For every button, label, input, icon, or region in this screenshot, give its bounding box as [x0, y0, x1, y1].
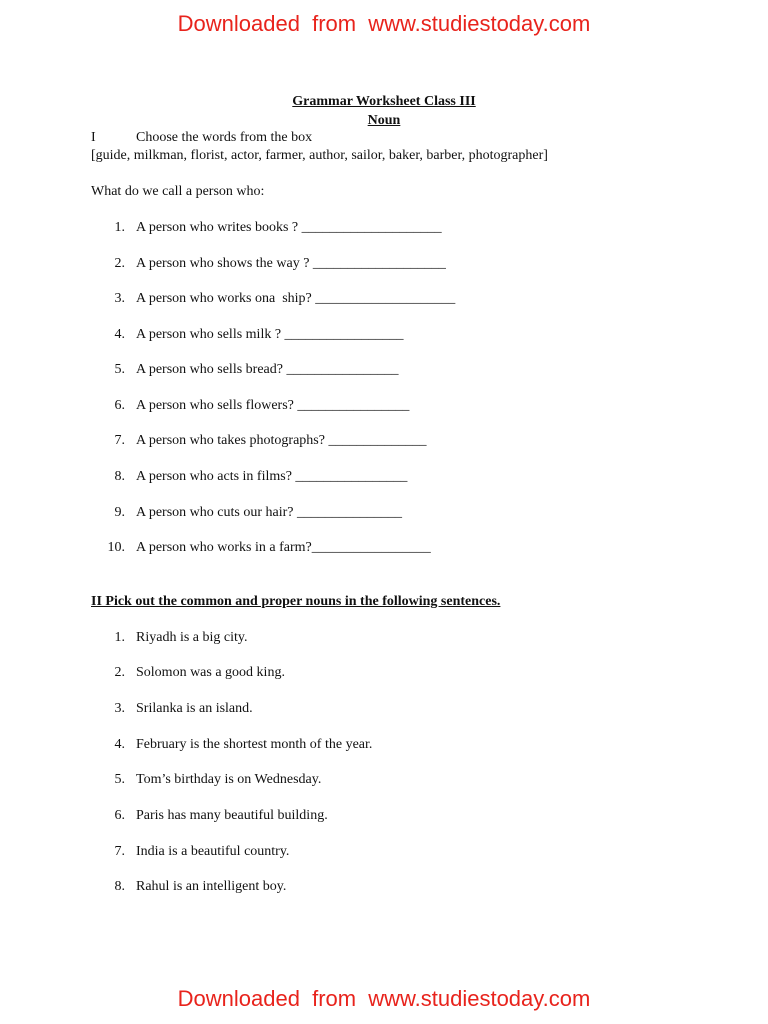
section-2-heading: II Pick out the common and proper nouns in the following sentences. — [91, 594, 501, 609]
sentence-number: 5. — [114, 772, 125, 787]
question-text: A person who shows the way ? ___________________ — [136, 256, 446, 271]
sentence-number: 3. — [114, 701, 125, 716]
question-text: A person who sells bread? ________________ — [136, 362, 399, 377]
question-number: 9. — [114, 505, 125, 520]
question-number: 1. — [114, 220, 125, 235]
sentence-text: Tom’s birthday is on Wednesday. — [136, 772, 322, 787]
worksheet-title: Grammar Worksheet Class III — [292, 94, 476, 109]
sentence-number: 1. — [114, 630, 125, 645]
sentence-text: Riyadh is a big city. — [136, 630, 248, 645]
question-number: 5. — [114, 362, 125, 377]
word-box: [guide, milkman, florist, actor, farmer, author, sailor, baker, barber, photographer] — [91, 148, 548, 163]
question-text: A person who sells milk ? _________________ — [136, 327, 404, 342]
question-text: A person who works in a farm?_________________ — [136, 540, 431, 555]
question-text: A person who acts in films? ________________ — [136, 469, 408, 484]
question-text: A person who sells flowers? ________________ — [136, 398, 410, 413]
question-number: 7. — [114, 433, 125, 448]
question-number: 2. — [114, 256, 125, 271]
question-number: 10. — [107, 540, 125, 555]
sentence-text: Solomon was a good king. — [136, 665, 285, 680]
question-text: A person who cuts our hair? _______________ — [136, 505, 402, 520]
question-number: 3. — [114, 291, 125, 306]
sentence-number: 4. — [114, 737, 125, 752]
question-text: A person who takes photographs? ______________ — [136, 433, 427, 448]
sentence-number: 2. — [114, 665, 125, 680]
sentence-number: 7. — [114, 844, 125, 859]
section-1-number: I — [91, 130, 96, 145]
sentence-text: Paris has many beautiful building. — [136, 808, 328, 823]
sentence-number: 8. — [114, 879, 125, 894]
question-text: A person who works ona ship? ____________________ — [136, 291, 456, 306]
sentence-text: Srilanka is an island. — [136, 701, 253, 716]
sentence-text: Rahul is an intelligent boy. — [136, 879, 287, 894]
question-text: A person who writes books ? ____________________ — [136, 220, 442, 235]
download-banner-bottom: Downloaded from www.studiestoday.com — [177, 986, 591, 1011]
download-banner-top: Downloaded from www.studiestoday.com — [177, 11, 591, 36]
question-prompt: What do we call a person who: — [91, 184, 265, 199]
question-number: 4. — [114, 327, 125, 342]
section-1-instruction: Choose the words from the box — [136, 130, 313, 145]
question-number: 8. — [114, 469, 125, 484]
question-number: 6. — [114, 398, 125, 413]
sentence-text: February is the shortest month of the year. — [136, 737, 373, 752]
worksheet-subtitle: Noun — [367, 113, 401, 128]
sentence-text: India is a beautiful country. — [136, 844, 290, 859]
sentence-number: 6. — [114, 808, 125, 823]
